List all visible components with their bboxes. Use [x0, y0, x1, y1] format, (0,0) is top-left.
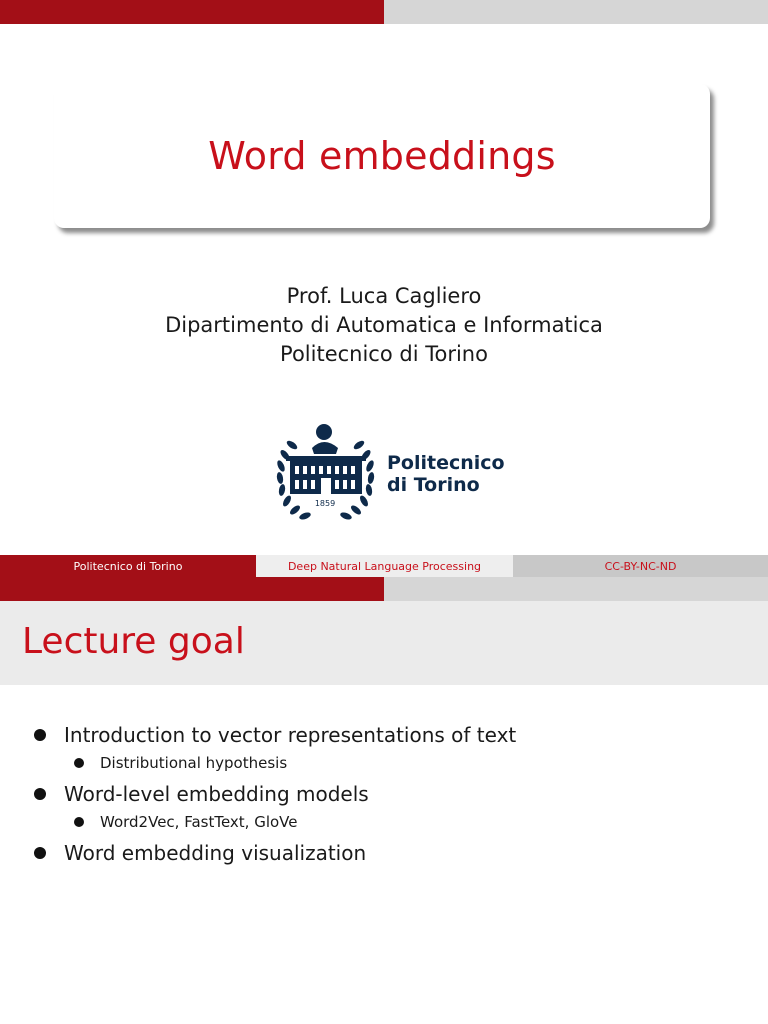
- author-institution: Politecnico di Torino: [280, 342, 488, 366]
- list-item: [34, 723, 516, 747]
- slide-title: Word embeddings: [208, 134, 556, 178]
- list-item-text: Word-level embedding models: [64, 782, 369, 806]
- top-bar: [0, 0, 768, 24]
- list-item-text: Word2Vec, FastText, GloVe: [100, 813, 298, 831]
- list-item: [34, 782, 369, 806]
- author-department: Dipartimento di Automatica e Informatica: [165, 313, 603, 337]
- bullet-icon: [74, 817, 84, 827]
- author-block: [0, 282, 768, 369]
- list-item-text: Introduction to vector representations of text: [64, 723, 517, 747]
- list-item: [74, 754, 287, 772]
- top-bar-grey: [384, 0, 768, 24]
- top-bar-red: [0, 0, 384, 24]
- footer-bar: [0, 555, 768, 577]
- slide-heading: Lecture goal: [22, 621, 245, 662]
- top-bar: [0, 577, 768, 601]
- bullet-icon: [34, 788, 46, 800]
- footer-right: CC-BY-NC-ND: [513, 555, 768, 577]
- footer-left: Politecnico di Torino: [0, 555, 256, 577]
- top-bar-grey: [384, 577, 768, 601]
- list-item: [74, 813, 298, 831]
- list-item-text: Word embedding visualization: [64, 841, 367, 865]
- lecture-goal-slide: [0, 577, 768, 1024]
- list-item-text: Distributional hypothesis: [100, 754, 288, 772]
- bullet-icon: [34, 847, 46, 859]
- footer-center: Deep Natural Language Processing: [256, 555, 513, 577]
- bullet-icon: [74, 758, 84, 768]
- author-name: Prof. Luca Cagliero: [286, 284, 482, 308]
- polito-seal-icon: [268, 418, 383, 528]
- title-box: [54, 84, 710, 228]
- logo-year: 1859: [314, 499, 336, 508]
- bullet-icon: [34, 729, 46, 741]
- polito-logo: [268, 418, 508, 528]
- top-bar-red: [0, 577, 384, 601]
- list-item: [34, 841, 366, 865]
- logo-line1: Politecnico: [387, 452, 505, 474]
- logo-line2: di Torino: [387, 474, 480, 496]
- logo-wordmark: [387, 452, 505, 496]
